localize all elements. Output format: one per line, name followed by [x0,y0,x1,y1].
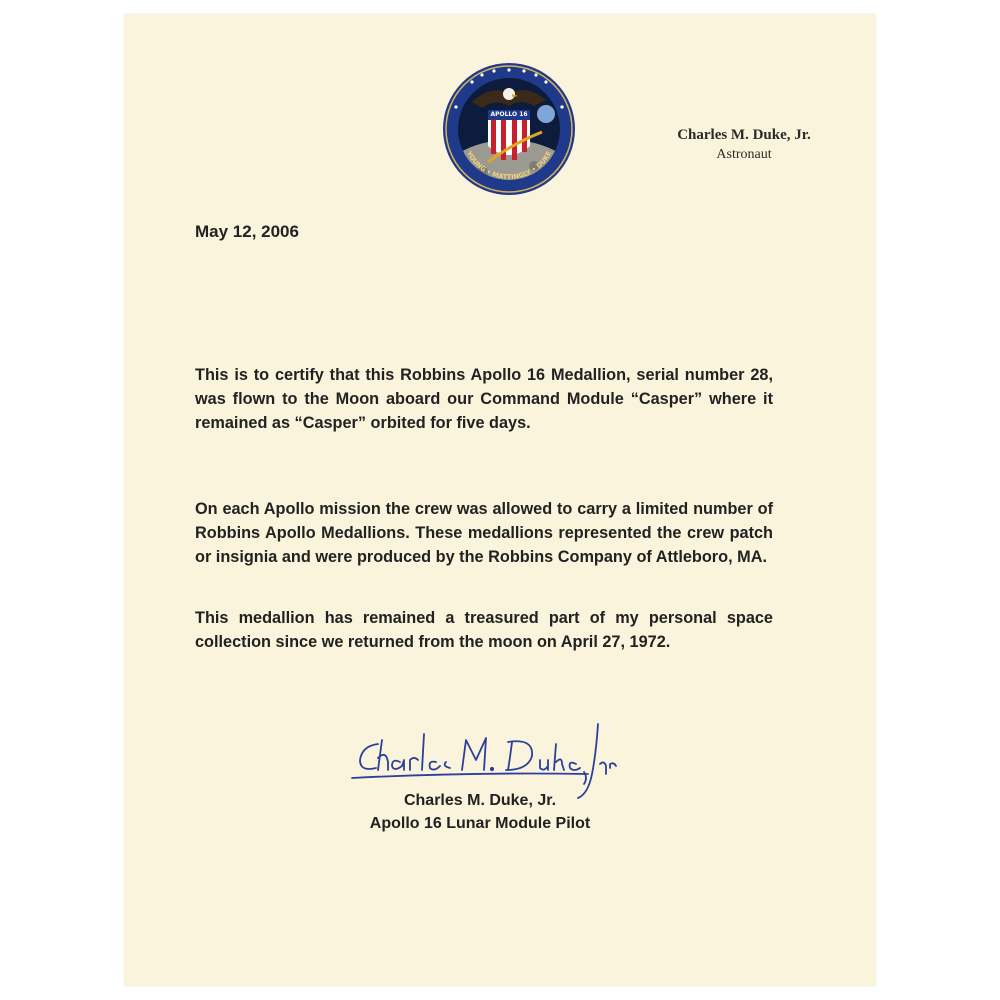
letterhead [644,125,844,164]
apollo-16-mission-patch-icon [442,62,576,196]
closing-name: Charles M. Duke, Jr. [403,792,557,809]
letterhead-title: Astronaut [716,147,772,162]
paragraph-medallions: On each Apollo mission the crew was allowed to carry a limited number of Robbins Apollo Medallions. These medallions represented the crew patch or insignia and were produced by the Robbins Company of Attleboro, MA. [195,500,773,566]
paragraph-collection: This medallion has remained a treasured part of my personal space collection since we returned from the moon on April 27, 1972. [195,609,773,651]
paragraph-certification: This is to certify that this Robbins Apollo 16 Medallion, serial number 28, was flown to the Moon aboard our Command Module “Casper” where it remained as “Casper” orbited for five days. [195,366,773,432]
closing-role: Apollo 16 Lunar Module Pilot [369,815,591,832]
letterhead-name: Charles M. Duke, Jr. [677,127,811,143]
letter-date: May 12, 2006 [195,222,299,241]
patch-mission-label: APOLLO 16 [490,111,528,118]
certificate-letter-page [124,14,876,986]
patch-crew-names: YOUNG • MATTINGLY • DUKE [464,149,554,182]
closing-block [324,789,636,835]
